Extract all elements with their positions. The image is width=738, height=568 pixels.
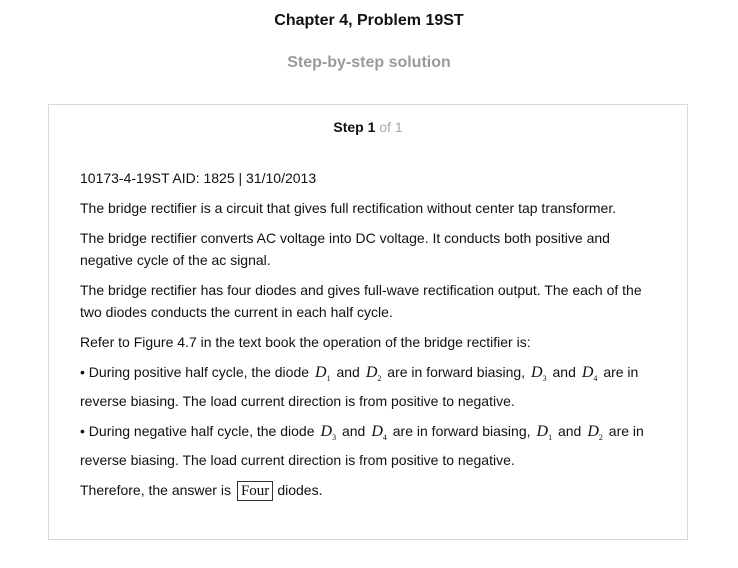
chapter-title: Chapter 4, Problem 19ST xyxy=(274,12,464,29)
diode-symbol: $D_4$ xyxy=(581,364,598,384)
bullet-negative-cycle xyxy=(80,420,660,471)
answer-prefix: Therefore, the answer is xyxy=(80,482,231,499)
bullet-text: and xyxy=(557,423,582,440)
answer-suffix: diodes. xyxy=(277,482,323,499)
bullet-text: • During negative half cycle, the diode xyxy=(80,423,315,440)
paragraph-conversion: The bridge rectifier converts AC voltage into DC voltage. It conducts both positive and negative cycle of the ac signal. xyxy=(80,230,610,268)
answer-box: Four xyxy=(237,481,273,501)
diode-symbol: $D_4$ xyxy=(371,423,387,443)
paragraph-definition: The bridge rectifier is a circuit that gives full rectification without center tap transformer. xyxy=(80,200,617,216)
diode-symbol: $D_3$ xyxy=(320,423,337,443)
step-count: of 1 xyxy=(379,119,403,135)
diode-symbol: $D_2$ xyxy=(365,364,382,384)
paragraph-diodes: The bridge rectifier has four diodes and gives full-wave rectification output. The each of the two diodes conducts the current in each half cycle. xyxy=(80,282,642,320)
bullet-text: are in forward biasing, xyxy=(392,423,531,440)
bullet-text: and xyxy=(341,423,366,440)
diode-symbol: $D_3$ xyxy=(531,364,547,384)
bullet-text: are in forward biasing, xyxy=(387,364,526,380)
answer-line xyxy=(80,479,660,501)
bullet-positive-cycle xyxy=(80,361,660,412)
bullet-text: • During positive half cycle, the diode xyxy=(80,364,310,380)
solution-content xyxy=(80,167,660,509)
step-header xyxy=(49,119,687,135)
bullet-text: and xyxy=(552,364,576,380)
paragraph-reference: Refer to Figure 4.7 in the text book the operation of the bridge rectifier is: xyxy=(80,334,531,350)
reference-line: 10173-4-19ST AID: 1825 | 31/10/2013 xyxy=(80,170,317,186)
diode-symbol: $D_1$ xyxy=(315,364,331,384)
solution-subtitle: Step-by-step solution xyxy=(287,54,451,71)
bullet-text: are in reverse biasing. The load current direction is from positive to negative. xyxy=(80,423,644,469)
solution-card xyxy=(48,104,688,540)
step-label: Step 1 xyxy=(333,119,376,135)
bullet-text: are in reverse biasing. The load current direction is from positive to negative. xyxy=(80,364,639,410)
diode-symbol: $D_1$ xyxy=(536,423,553,443)
bullet-text: and xyxy=(336,364,360,380)
diode-symbol: $D_2$ xyxy=(587,423,603,443)
